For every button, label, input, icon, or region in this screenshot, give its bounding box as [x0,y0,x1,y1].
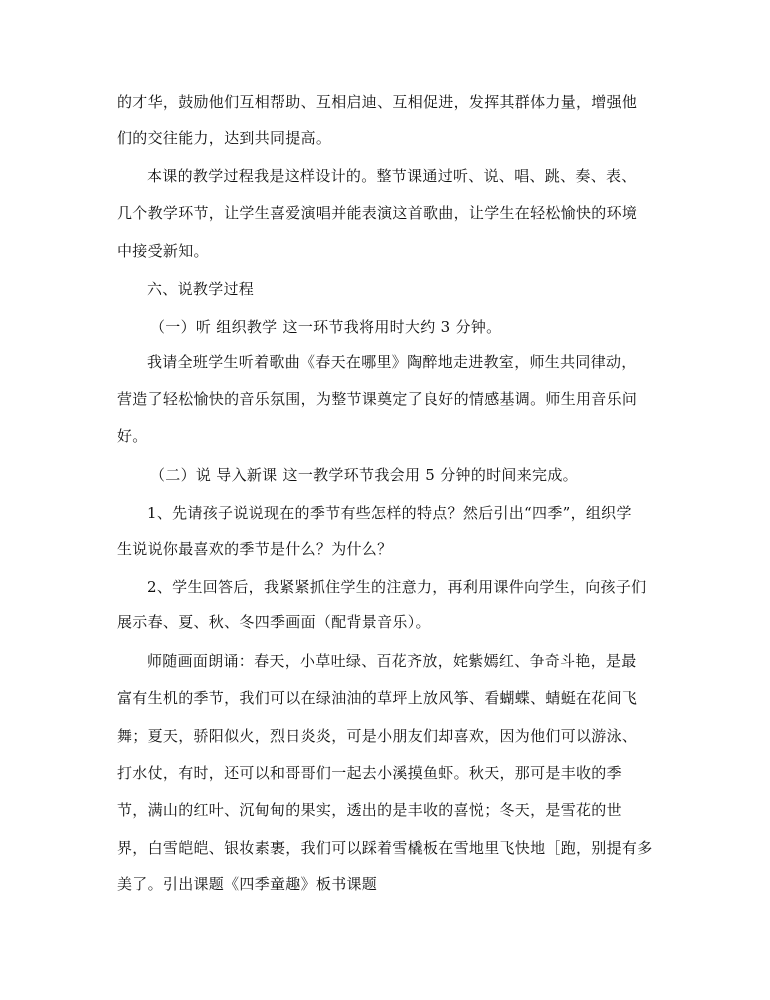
text-line: 美了。引出课题《四季童趣》板书课题 [117,875,378,893]
text-line: 师随画面朗诵：春天，小草吐绿、百花齐放，姹紫嫣红、争奇斗艳，是最 [147,652,637,670]
subsection-heading: （二）说 导入新课 这一教学环节我会用 5 分钟的时间来完成。 [150,466,578,484]
text-line: 生说说你最喜欢的季节是什么？为什么？ [117,540,393,558]
text-line: 我请全班学生听着歌曲《春天在哪里》陶醉地走进教室，师生共同律动， [147,353,637,371]
text-line: 2、学生回答后，我紧紧抓住学生的注意力，再利用课件向学生，向孩子们 [147,578,647,596]
text-line: 们的交往能力，达到共同提高。 [117,129,332,147]
text-line: 界，白雪皑皑、银妆素裹，我们可以踩着雪橇板在雪地里飞快地［跑，别提有多 [117,839,653,857]
text-line: 本课的教学过程我是这样设计的。整节课通过听、说、唱、跳、奏、表、 [147,167,637,185]
text-line: 好。 [117,427,148,445]
subsection-heading: （一）听 组织教学 这一环节我将用时大约 3 分钟。 [150,318,502,336]
text-line: 富有生机的季节，我们可以在绿油油的草坪上放风筝、看蝴蝶、蜻蜓在花间飞 [117,689,638,707]
text-line: 的才华，鼓励他们互相帮助、互相启迪、互相促进，发挥其群体力量，增强他 [117,93,638,111]
text-line: 展示春、夏、秋、冬四季画面（配背景音乐）。 [117,613,431,631]
text-line: 舞；夏天，骄阳似火，烈日炎炎，可是小朋友们却喜欢，因为他们可以游泳、 [117,727,638,745]
text-line: 中接受新知。 [117,242,209,260]
text-line: 1、先请孩子说说现在的季节有些怎样的特点？然后引出“四季”，组织学 [147,504,632,522]
text-line: 营造了轻松愉快的音乐氛围，为整节课奠定了良好的情感基调。师生用音乐问 [117,390,638,408]
section-heading: 六、说教学过程 [147,280,255,298]
text-line: 打水仗，有时，还可以和哥哥们一起去小溪摸鱼虾。秋天，那可是丰收的季 [117,764,622,782]
text-line: 节，满山的红叶、沉甸甸的果实，透出的是丰收的喜悦；冬天，是雪花的世 [117,801,622,819]
text-line: 几个教学环节，让学生喜爱演唱并能表演这首歌曲，让学生在轻松愉快的环境 [117,204,638,222]
